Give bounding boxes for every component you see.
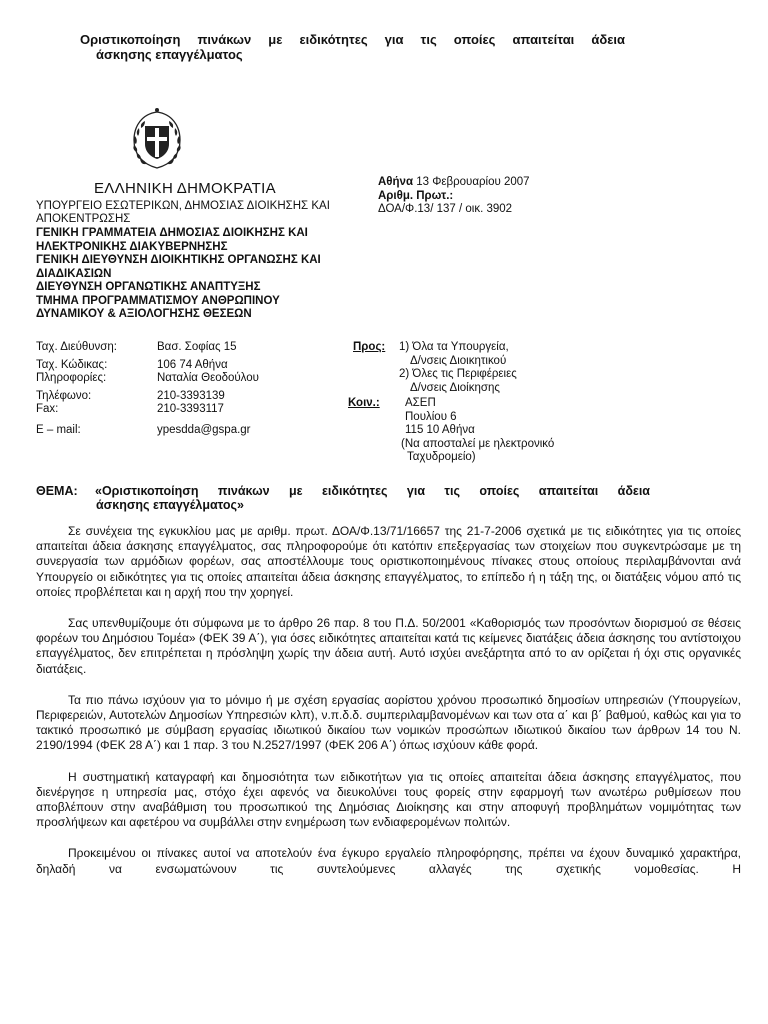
republic-name: ΕΛΛΗΝΙΚΗ ΔΗΜΟΚΡΑΤΙΑ <box>94 180 276 197</box>
contact-value: 210-3393117 <box>157 403 224 415</box>
protocol-number: ΔΟΑ/Φ.13/ 137 / οικ. 3902 <box>378 203 513 215</box>
contact-label: Τηλέφωνο: <box>36 390 92 402</box>
department-line: ΓΕΝΙΚΗ ΔΙΕΥΘΥΝΣΗ ΔΙΟΙΚΗΤΙΚΗΣ ΟΡΓΑΝΩΣΗΣ ΚΑΙ <box>36 254 321 266</box>
department-line: ΤΜΗΜΑ ΠΡΟΓΡΑΜΜΑΤΙΣΜΟΥ ΑΝΘΡΩΠΙΝΟΥ <box>36 294 280 307</box>
city: Αθήνα <box>378 176 414 188</box>
contact-label: Ταχ. Κώδικας: <box>36 359 108 371</box>
department-list <box>36 227 366 322</box>
date-protocol-block <box>378 176 530 217</box>
contact-label: Ταχ. Διεύθυνση: <box>36 341 117 353</box>
contact-label: Fax: <box>36 403 59 415</box>
body-paragraph: Σας υπενθυμίζουμε ότι σύμφωνα με το άρθρο 26 παρ. 8 του Π.Δ. 50/2001 «Καθορισμός των προσόντων διορισμού σε θέσεις φορέων του Δημόσιου Τομέα» (ΦΕΚ 39 Α΄), για όσες ειδικότητες απαιτείται κατά τις κείμενες διατάξεις άδεια άσκησης του αντίστοιχου επαγγέλματος, δεν επιτρέπεται η πρόσληψη χωρίς την άδεια αυτή. Αυτό ισχύει ανεξάρτητα από το αν ορίζεται ή όχι στις οργανικές διατάξεις. <box>36 616 741 676</box>
email-link[interactable]: ypesdda@gspa.gr <box>157 424 251 436</box>
subject-line-2: άσκησης επαγγέλματος» <box>96 498 244 512</box>
cc-label: Κοιν.: <box>348 397 380 409</box>
recipient-line: Δ/νσεις Διοικητικού <box>410 354 507 367</box>
subject-label: ΘΕΜΑ: <box>36 484 78 498</box>
subject-line-1: «Οριστικοποίηση πινάκων με ειδικότητες για τις οποίες απαιτείται άδεια <box>95 484 650 498</box>
letter-body <box>36 524 741 877</box>
document-title-line-1: Οριστικοποίηση πινάκων με ειδικότητες για τις οποίες απαιτείται άδεια <box>80 32 625 47</box>
protocol-label: Αριθμ. Πρωτ.: <box>378 189 454 202</box>
department-line: ΔΙΑΔΙΚΑΣΙΩΝ <box>36 267 112 280</box>
recipient-line: Δ/νσεις Διοίκησης <box>410 381 500 394</box>
recipient-line: 1) Όλα τα Υπουργεία, <box>399 341 509 353</box>
greek-coat-of-arms-icon <box>128 106 186 172</box>
department-line: ΓΕΝΙΚΗ ΓΡΑΜΜΑΤΕΙΑ ΔΗΜΟΣΙΑΣ ΔΙΟΙΚΗΣΗΣ ΚΑΙ <box>36 227 308 239</box>
contact-value: 106 74 Αθήνα <box>157 359 228 371</box>
contact-value: Ναταλία Θεοδούλου <box>157 372 259 384</box>
recipient-line: 2) Όλες τις Περιφέρειες <box>399 368 517 380</box>
cc-line: Πουλίου 6 <box>405 410 457 423</box>
cc-line: Ταχυδρομείο) <box>407 451 476 463</box>
cc-list <box>399 397 554 465</box>
department-line: ΔΙΕΥΘΥΝΣΗ ΟΡΓΑΝΩΤΙΚΗΣ ΑΝΑΠΤΥΞΗΣ <box>36 281 261 293</box>
body-paragraph: Σε συνέχεια της εγκυκλίου μας με αριθμ. πρωτ. ΔΟΑ/Φ.13/71/16657 της 21-7-2006 σχετικά με τις ειδικότητες για τις οποίες απαιτείται άδεια άσκησης επαγγέλματος, σας πληροφορούμε ότι κατόπιν επεξεργασίας των στοιχείων που συγκεντρώσαμε με τη συνεργασία των αρμόδιων φορέων, σας αποστέλλουμε τους οριστικοποιημένους πίνακες στους οποίους περιλαμβάνονται ανά Υπουργείο οι ειδικότητες για τις οποίες απαιτείται άδεια άσκησης επαγγέλματος, το επίπεδο ή η τάξη της, οι διατάξεις νόμου από τις οποίες προβλέπεται και η αρχή που την χορηγεί. <box>36 524 741 599</box>
body-paragraph: Προκειμένου οι πίνακες αυτοί να αποτελούν ένα έγκυρο εργαλείο πληροφόρησης, πρέπει να έχουν δυναμικό χαρακτήρα, δηλαδή να ενσωματώνουν τις συντελούμενες αλλαγές της σχετικής νομοθεσίας. Η <box>36 846 741 876</box>
department-line: ΗΛΕΚΤΡΟΝΙΚΗΣ ΔΙΑΚΥΒΕΡΝΗΣΗΣ <box>36 240 228 253</box>
recipients-list <box>399 341 517 395</box>
body-paragraph: Η συστηματική καταγραφή και δημοσιότητα των ειδικοτήτων για τις οποίες απαιτείται άδεια άσκησης επαγγέλματος, που διενέργησε η υπηρεσία μας, στόχο έχει αφενός να διευκολύνει τους φορείς στην εφαρμογή των ανωτέρω ρυθμίσεων που αποβλέπουν στην αναβάθμιση του προσωπικού της Δημόσιας Διοίκησης και στην αποφυγή προβλημάτων νομιμότητας των προσλήψεων και αφετέρου να συμβάλλει στην ενημέρωση των ενδιαφερομένων πολιτών. <box>36 769 741 830</box>
department-line: ΔΥΝΑΜΙΚΟΥ & ΑΞΙΟΛΟΓΗΣΗΣ ΘΕΣΕΩΝ <box>36 308 252 320</box>
date: 13 Φεβρουαρίου 2007 <box>416 176 530 188</box>
cc-line: 115 10 Αθήνα <box>405 424 475 436</box>
contact-label: E – mail: <box>36 424 81 436</box>
ministry-name: ΥΠΟΥΡΓΕΙΟ ΕΣΩΤΕΡΙΚΩΝ, ΔΗΜΟΣΙΑΣ ΔΙΟΙΚΗΣΗΣ ΚΑΙ ΑΠΟΚΕΝΤΡΩΣΗΣ <box>36 200 330 225</box>
cc-line: (Να αποσταλεί με ηλεκτρονικό <box>401 437 555 450</box>
date-line <box>378 176 530 190</box>
cc-line: ΑΣΕΠ <box>405 397 436 409</box>
document-title-line-2: άσκησης επαγγέλματος <box>96 47 243 62</box>
contact-value: Βασ. Σοφίας 15 <box>157 341 237 353</box>
contact-label: Πληροφορίες: <box>36 372 107 384</box>
contact-value: 210-3393139 <box>157 390 225 402</box>
body-paragraph: Τα πιο πάνω ισχύουν για το μόνιμο ή με σχέση εργασίας αορίστου χρόνου προσωπικό δημοσίων υπηρεσιών (Υπουργείων, Περιφερειών, Αυτοτελών Δημοσίων Υπηρεσιών κλπ), ν.π.δ.δ. συμπεριλαμβανομένων και των οτα α΄ και β΄ βαθμού, καθώς και για το τακτικό προσωπικό με σύμβαση εργασίας ιδιωτικού δικαίου των νομικών προσώπων ιδιωτικού δικαίου των άρθρων 14 του Ν. 2190/1994 (ΦΕΚ 28 Α΄) και 1 παρ. 3 του Ν.2527/1997 (ΦΕΚ 206 Α΄) όπως ισχύουν κάθε φορά. <box>36 692 741 753</box>
recipients-label: Προς: <box>353 341 386 353</box>
